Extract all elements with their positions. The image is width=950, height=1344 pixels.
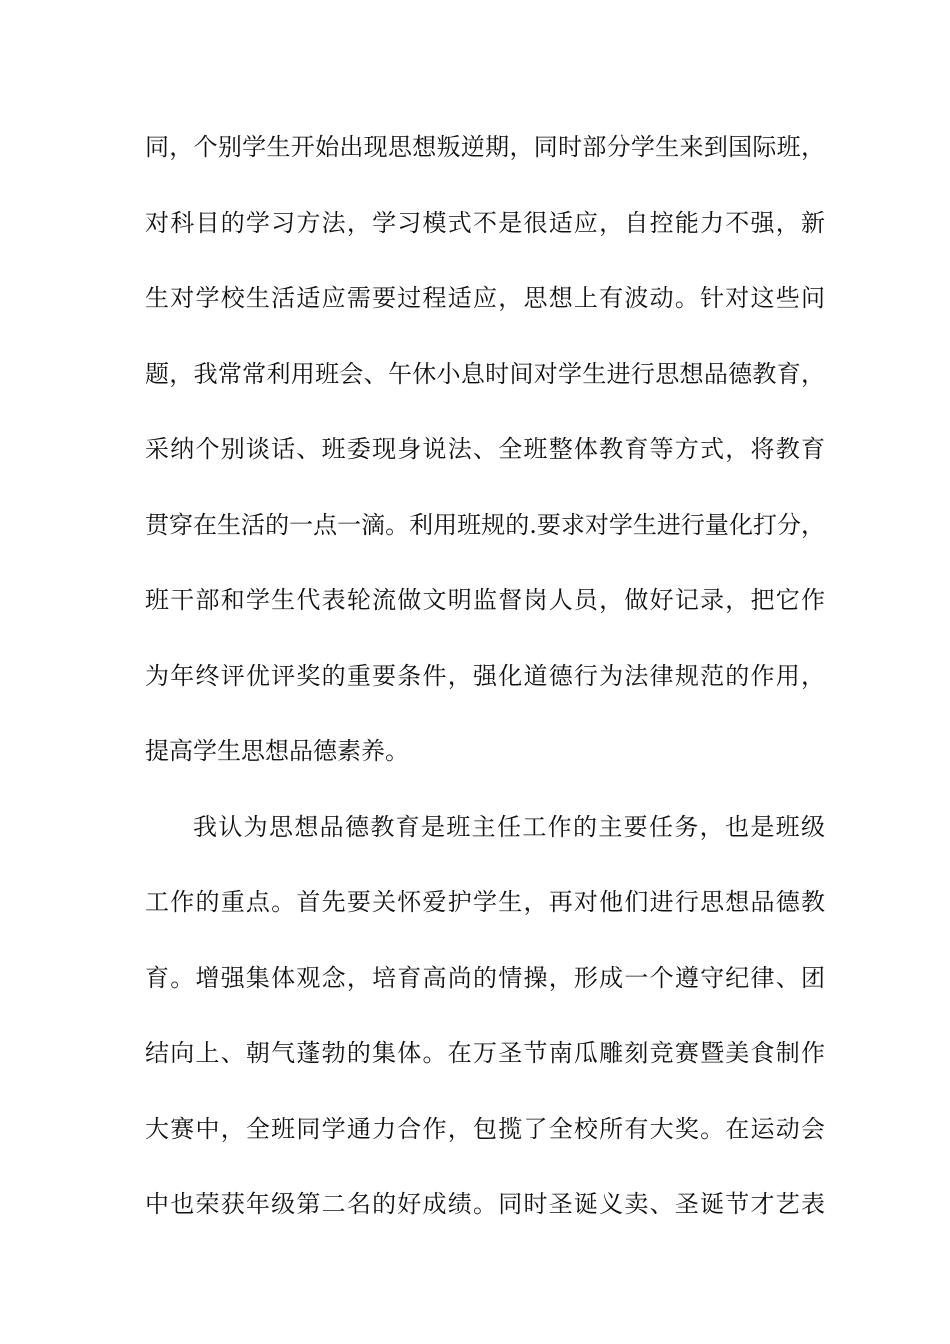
text-line: 班干部和学生代表轮流做文明监督岗人员，做好记录，把它作: [145, 586, 825, 614]
text-line: 同，个别学生开始出现思想叛逆期，同时部分学生来到国际班，: [145, 133, 825, 161]
paragraph-1: [145, 130, 825, 810]
text-line: 结向上、朝气蓬勃的集体。在万圣节南瓜雕刻竞赛暨美食制作: [145, 1039, 825, 1067]
text-line: 生对学校生活适应需要过程适应，思想上有波动。针对这些问: [145, 284, 825, 312]
paragraph-2: [145, 810, 825, 1263]
text-line: 贯穿在生活的一点一滴。利用班规的.要求对学生进行量化打分，: [145, 510, 825, 539]
text-line: 采纳个别谈话、班委现身说法、全班整体教育等方式，将教育: [145, 435, 825, 463]
document-body: [145, 130, 825, 1263]
text-line: 为年终评优评奖的重要条件，强化道德行为法律规范的作用，: [145, 661, 825, 690]
text-line: 工作的重点。首先要关怀爱护学生，再对他们进行思想品德教: [145, 888, 825, 916]
text-line: 提高学生思想品德素养。: [145, 737, 409, 765]
text-line: 题，我常常利用班会、午休小息时间对学生进行思想品德教育，: [145, 359, 825, 388]
text-line: 对科目的学习方法，学习模式不是很适应，自控能力不强，新: [145, 208, 825, 237]
text-line: 我认为思想品德教育是班主任工作的主要任务，也是班级: [193, 812, 825, 841]
text-line: 育。增强集体观念，培育高尚的情操，形成一个遵守纪律、团: [145, 963, 825, 992]
text-line: 大赛中，全班同学通力合作，包揽了全校所有大奖。在运动会: [145, 1114, 825, 1143]
text-line: 中也荣获年级第二名的好成绩。同时圣诞义卖、圣诞节才艺表: [145, 1190, 825, 1218]
